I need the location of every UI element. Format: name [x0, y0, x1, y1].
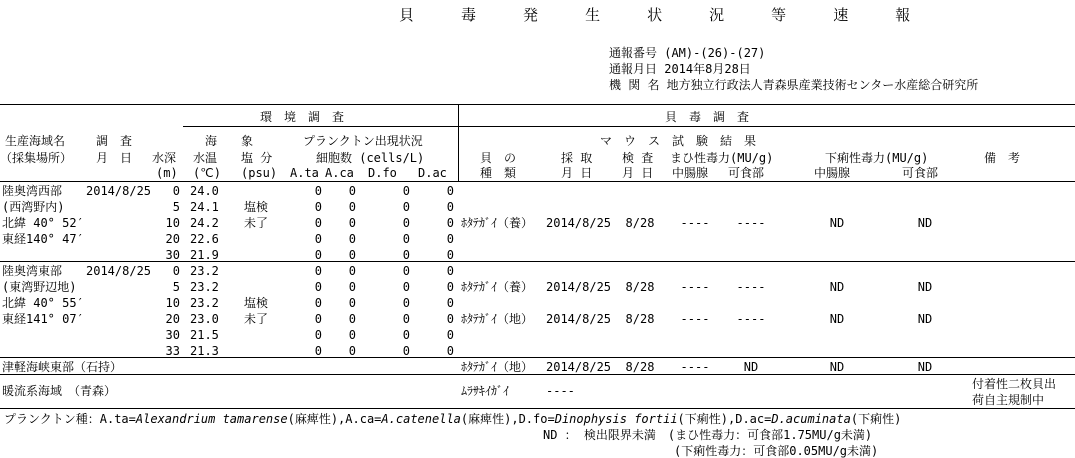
cell-sal: 未了 [244, 216, 269, 230]
survey-header: 調 査 [96, 134, 133, 148]
depth-header: 水深 [152, 151, 177, 165]
cell-shell: ﾎﾀﾃｶﾞｲ（地） [461, 312, 534, 326]
cell-aca: 0 [348, 344, 356, 358]
cell-temp: 23.2 [190, 296, 219, 310]
cell-psp-e: ---- [736, 216, 766, 230]
cell-temp: 23.2 [190, 280, 219, 294]
group-header-rule [183, 126, 1075, 127]
temp-header: 水温 [193, 151, 218, 165]
nd-note-line-1: ND ： 検出限界未満 (まひ性毒力：可食部1.75MU/g未満) [543, 428, 873, 442]
cell-sal: 未了 [244, 312, 269, 326]
cell-aca: 0 [348, 184, 356, 198]
cell-psp-g: ---- [680, 280, 710, 294]
species-dfo-note: (下痢性),D.ac= [677, 412, 772, 426]
dsp-gland-header: 中腸腺 [814, 166, 851, 180]
cell-temp: 21.3 [190, 344, 219, 358]
plankton-header: プランクトン出現状況 [303, 134, 423, 148]
cell-area: (西湾野内) [2, 200, 65, 214]
cell-psp-e: ---- [736, 280, 766, 294]
cell-dsp-e: ND [917, 360, 933, 374]
cell-dfo: 0 [402, 232, 410, 246]
cell-ata: 0 [314, 200, 322, 214]
remarks-line-2: 荷自主規制中 [972, 393, 1045, 407]
cell-area: 北緯 40° 52′ [2, 216, 84, 230]
cell-depth: 5 [172, 200, 180, 214]
cell-dac: 0 [446, 296, 454, 310]
cell-dac: 0 [446, 200, 454, 214]
salinity-header: 塩 分 [241, 151, 273, 165]
cell-depth: 20 [165, 312, 180, 326]
cell-ata: 0 [314, 248, 322, 262]
cell-dfo: 0 [402, 328, 410, 342]
cell-temp: 23.0 [190, 312, 219, 326]
ata-header: A.ta [290, 166, 319, 180]
cell-area: 陸奥湾東部 [2, 264, 63, 278]
psp-edible-header: 可食部 [728, 166, 765, 180]
cell-area: (東湾野辺地) [2, 280, 77, 294]
cell-depth: 30 [165, 248, 180, 262]
cell-dfo: 0 [402, 280, 410, 294]
sea-condition-header: 海 象 [205, 134, 254, 148]
cell-aca: 0 [348, 264, 356, 278]
cell-dsp-e: ND [917, 280, 933, 294]
report-number: 通報番号 (AM)-(26)-(27) [609, 46, 766, 60]
header-bottom-rule [0, 181, 1075, 182]
collect-header: 採 取 [561, 151, 593, 165]
env-shell-divider [458, 104, 459, 181]
cell-ata: 0 [314, 216, 322, 230]
cell-ata: 0 [314, 344, 322, 358]
cell-depth: 10 [165, 216, 180, 230]
cell-shell: ﾎﾀﾃｶﾞｲ（養） [461, 216, 534, 230]
cell-dfo: 0 [402, 344, 410, 358]
environment-header: 環 境 調 査 [260, 110, 345, 124]
species-aca-note: (麻痺性),D.fo= [460, 412, 555, 426]
psp-header: まひ性毒力(MU/g) [670, 151, 774, 165]
cell-area: 北緯 40° 55′ [2, 296, 84, 310]
cell-depth: 0 [172, 184, 180, 198]
cell-dac: 0 [446, 248, 454, 262]
cell-psp-g: ---- [680, 312, 710, 326]
cell-inspect: 8/28 [625, 280, 655, 294]
cell-ata: 0 [314, 312, 322, 326]
cell-dac: 0 [446, 232, 454, 246]
cell-dsp-g: ND [829, 216, 845, 230]
cell-dac: 0 [446, 216, 454, 230]
salinity-unit: (psu) [241, 166, 278, 180]
cell-depth: 5 [172, 280, 180, 294]
agency-name: 機 関 名 地方独立行政法人青森県産業技術センター水産総合研究所 [609, 78, 979, 92]
cell-dsp-e: ND [917, 312, 933, 326]
cell-dsp-e: ND [917, 216, 933, 230]
cell-dsp-g: ND [829, 312, 845, 326]
cell-inspect: 8/28 [625, 360, 655, 374]
cell-ata: 0 [314, 328, 322, 342]
species-ata-note: (麻痺性),A.ca= [287, 412, 382, 426]
cell-density-header: 細胞数 (cells/L) [316, 151, 425, 165]
psp-gland-header: 中腸腺 [672, 166, 709, 180]
cell-depth: 30 [165, 328, 180, 342]
dac-header: D.ac [418, 166, 447, 180]
cell-dfo: 0 [402, 312, 410, 326]
species-aca: A.catenella [381, 412, 461, 426]
cell-aca: 0 [348, 280, 356, 294]
plankton-species-note [4, 412, 901, 426]
cell-area: 東経141° 07′ [2, 312, 84, 326]
shellfish-toxin-header: 貝 毒 調 査 [665, 110, 750, 124]
cell-psp-e: ---- [736, 312, 766, 326]
cell-temp: 21.5 [190, 328, 219, 342]
cell-sal: 塩検 [244, 296, 269, 310]
cell-dac: 0 [446, 344, 454, 358]
cell-aca: 0 [348, 328, 356, 342]
cell-shell: ﾎﾀﾃｶﾞｲ（養） [461, 280, 534, 294]
cell-dfo: 0 [402, 296, 410, 310]
cell-collect: 2014/8/25 [546, 216, 612, 230]
cell-aca: 0 [348, 232, 356, 246]
area-sub-header: （採集場所） [0, 151, 73, 165]
cell-temp: 23.2 [190, 264, 219, 278]
cell-psp-g: ---- [680, 360, 710, 374]
cell-inspect: 8/28 [625, 312, 655, 326]
cell-dac: 0 [446, 264, 454, 278]
cell-dsp-g: ND [829, 360, 845, 374]
cell-dsp-g: ND [829, 280, 845, 294]
species-dfo: Dinophysis fortii [554, 412, 678, 426]
cell-dfo: 0 [402, 184, 410, 198]
cell-date: 2014/8/25 [86, 184, 152, 198]
cell-dfo: 0 [402, 200, 410, 214]
remarks-line-1: 付着性二枚貝出 [972, 377, 1057, 391]
dsp-header: 下痢性毒力(MU/g) [825, 151, 929, 165]
depth-unit: (m) [156, 166, 178, 180]
cell-dfo: 0 [402, 216, 410, 230]
shell-type-sub-header: 種 類 [480, 166, 517, 180]
cell-temp: 22.6 [190, 232, 219, 246]
cell-ata: 0 [314, 184, 322, 198]
cell-ata: 0 [314, 280, 322, 294]
cell-area: 陸奥湾西部 [2, 184, 63, 198]
cell-aca: 0 [348, 216, 356, 230]
cell-collect: 2014/8/25 [546, 280, 612, 294]
dsp-edible-header: 可食部 [902, 166, 939, 180]
cell-date: 2014/8/25 [86, 264, 152, 278]
cell-ata: 0 [314, 296, 322, 310]
cell-temp: 24.0 [190, 184, 219, 198]
table-bottom-rule [0, 408, 1075, 409]
cell-collect: ---- [546, 384, 575, 398]
cell-sal: 塩検 [244, 200, 269, 214]
cell-dac: 0 [446, 328, 454, 342]
cell-aca: 0 [348, 200, 356, 214]
cell-area: 東経140° 47′ [2, 232, 84, 246]
nd-note-line-2: (下痢性毒力：可食部0.05MU/g未満) [674, 444, 879, 458]
species-prefix: プランクトン種：A.ta= [4, 412, 136, 426]
area-header: 生産海域名 [5, 134, 66, 148]
table-top-rule [0, 104, 1075, 105]
page-title: 貝 毒 発 生 状 況 等 速 報 [399, 6, 930, 24]
species-ata: Alexandrium tamarense [135, 412, 288, 426]
cell-inspect: 8/28 [625, 216, 655, 230]
cell-aca: 0 [348, 296, 356, 310]
cell-aca: 0 [348, 312, 356, 326]
mouse-test-header: マ ウ ス 試 験 結 果 [600, 134, 757, 148]
survey-date-header: 月 日 [96, 151, 133, 165]
cell-dac: 0 [446, 184, 454, 198]
cell-dfo: 0 [402, 248, 410, 262]
cell-temp: 24.2 [190, 216, 219, 230]
remarks-header: 備 考 [984, 151, 1021, 165]
cell-dac: 0 [446, 312, 454, 326]
species-dac-note: (下痢性) [850, 412, 902, 426]
cell-depth: 33 [165, 344, 180, 358]
cell-collect: 2014/8/25 [546, 312, 612, 326]
cell-depth: 20 [165, 232, 180, 246]
species-dac: D.acuminata [771, 412, 851, 426]
aca-header: A.ca [325, 166, 354, 180]
cell-shell: ﾎﾀﾃｶﾞｲ（地） [461, 360, 534, 374]
cell-area: 暖流系海域 （青森） [2, 384, 117, 398]
cell-temp: 21.9 [190, 248, 219, 262]
inspect-header: 検 査 [622, 151, 654, 165]
shell-type-header: 貝 の [480, 151, 517, 165]
collect-date-header: 月 日 [561, 166, 593, 180]
cell-psp-g: ---- [680, 216, 710, 230]
cell-depth: 0 [172, 264, 180, 278]
cell-aca: 0 [348, 248, 356, 262]
report-date: 通報月日 2014年8月28日 [609, 62, 751, 76]
cell-collect: 2014/8/25 [546, 360, 612, 374]
cell-dfo: 0 [402, 264, 410, 278]
cell-dac: 0 [446, 280, 454, 294]
cell-shell: ﾑﾗｻｷｲｶﾞｲ [461, 384, 510, 398]
cell-psp-e: ND [743, 360, 759, 374]
cell-ata: 0 [314, 232, 322, 246]
cell-ata: 0 [314, 264, 322, 278]
cell-area: 津軽海峡東部（石持） [2, 360, 123, 374]
inspect-date-header: 月 日 [622, 166, 654, 180]
dfo-header: D.fo [368, 166, 397, 180]
cell-depth: 10 [165, 296, 180, 310]
section-rule-3 [0, 374, 1075, 375]
cell-temp: 24.1 [190, 200, 219, 214]
temp-unit: (℃) [193, 166, 221, 180]
